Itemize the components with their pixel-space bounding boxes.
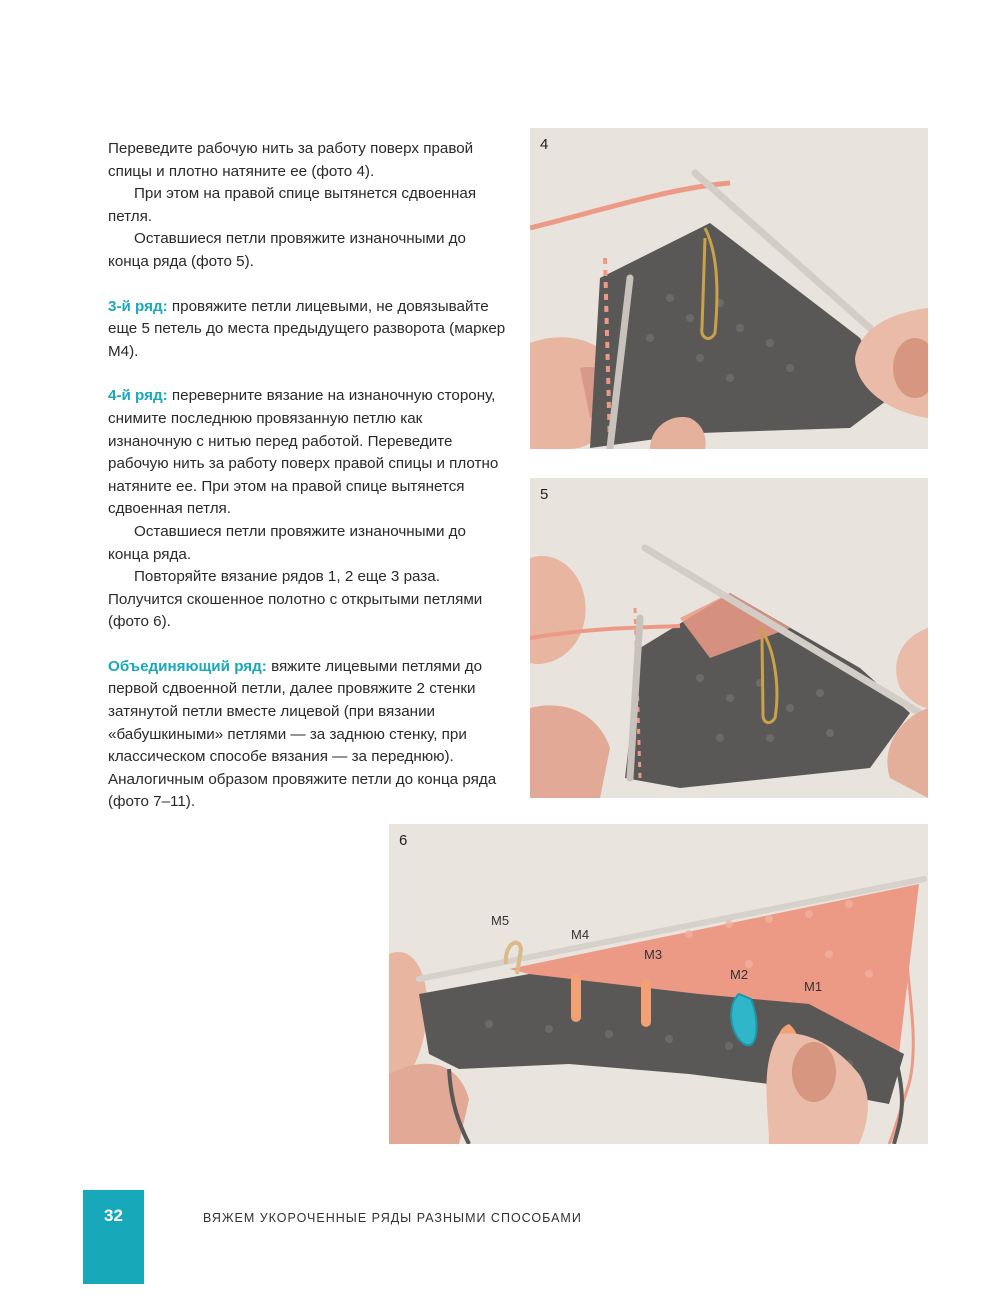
marker-label-m2: M2 bbox=[730, 967, 749, 982]
photo-number: 6 bbox=[399, 832, 408, 849]
photo-4-illustration bbox=[530, 128, 928, 449]
photo-4 bbox=[530, 128, 928, 449]
paragraph: Повторяйте вязание рядов 1, 2 еще 3 раза. Получится скошенное полотно с открытыми петлями (фото 6). bbox=[108, 568, 483, 631]
marker-label-m5: M5 bbox=[491, 913, 510, 928]
photo-5 bbox=[530, 478, 928, 798]
row3-paragraph bbox=[108, 296, 508, 364]
row3-label: 3-й ряд: bbox=[108, 297, 168, 315]
paragraph: Оставшиеся петли провяжите изнаночными до конца ряда. bbox=[108, 522, 466, 563]
photo-6 bbox=[389, 824, 928, 1144]
row3-text: провяжите петли лицевыми, не довязывайте еще 5 петель до места предыдущего разворота (маркер М4). bbox=[108, 297, 506, 360]
row4-label: 4-й ряд: bbox=[108, 387, 168, 405]
body-text-column bbox=[108, 138, 508, 814]
photo-6-illustration bbox=[389, 824, 928, 1144]
join-row-text: вяжите лицевыми петлями до первой сдвоенной петли, далее провяжите 2 стенки затянутой петли вместе лицевой (при вязании «бабушкиными» петлями — за заднюю стенку, при классическом способе вязания — за переднюю). Аналогичным образом провяжите петли до конца ряда (фото 7–11). bbox=[108, 657, 497, 811]
paragraph: Оставшиеся петли провяжите изнаночными до конца ряда (фото 5). bbox=[108, 230, 466, 270]
marker-label-m4: M4 bbox=[571, 927, 590, 942]
photo-5-illustration bbox=[530, 478, 928, 798]
join-row-paragraph bbox=[108, 656, 508, 814]
row4-text: переверните вязание на изнаночную сторону, снимите последнюю провязанную петлю как изнаночную с нитью перед работой. Переведите рабочую нить за работу поверх правой спицы и плотно натяните ее. При этом на правой спице вытянется сдвоенная петля. bbox=[108, 387, 499, 518]
photo-number: 4 bbox=[540, 136, 549, 153]
paragraph: При этом на правой спице вытянется сдвоенная петля. bbox=[108, 185, 477, 225]
join-row-label: Объединяющий ряд: bbox=[108, 657, 267, 675]
marker-label-m3: M3 bbox=[644, 947, 663, 962]
page-number: 32 bbox=[104, 1206, 123, 1225]
page-number-tab bbox=[83, 1190, 144, 1284]
photo-number: 5 bbox=[540, 486, 549, 503]
running-footer-title: ВЯЖЕМ УКОРОЧЕННЫЕ РЯДЫ РАЗНЫМИ СПОСОБАМИ bbox=[203, 1211, 582, 1225]
row4-paragraph bbox=[108, 385, 508, 521]
marker-label-m1: M1 bbox=[804, 979, 823, 994]
paragraph: Переведите рабочую нить за работу поверх правой спицы и плотно натяните ее (фото 4). bbox=[108, 140, 474, 180]
